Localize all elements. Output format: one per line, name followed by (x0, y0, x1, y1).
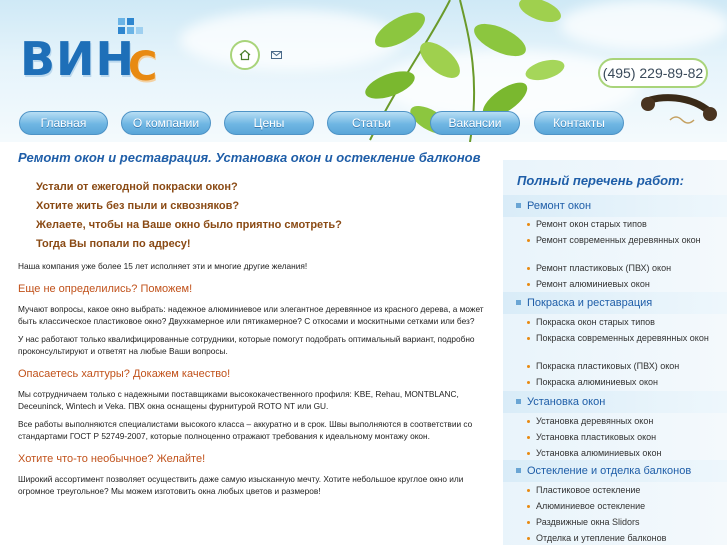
section-title: Еще не определились? Поможем! (18, 283, 193, 295)
group-label: Установка окон (527, 396, 606, 408)
link-label: Установка деревянных окон (536, 416, 654, 426)
link-label: Установка алюминиевых окон (536, 448, 662, 458)
logo-suffix: С (128, 44, 158, 90)
group-label: Покраска и реставрация (527, 297, 653, 309)
bullet-icon (527, 223, 530, 226)
paragraph: Все работы выполняются специалистами высокого класса – аккуратно и в срок. Швы выполняются в соответствии со стандартами ГОСТ Р 52749-2007, которые полноценно отражают требования к идеальному монтажу окон. (18, 419, 473, 441)
home-button[interactable] (230, 40, 260, 70)
link-label: Ремонт пластиковых (ПВХ) окон (536, 263, 672, 273)
link-label: Отделка и утепление балконов (536, 533, 667, 543)
nav-contacts[interactable]: Контакты (534, 111, 624, 135)
bullet-icon (516, 399, 521, 404)
bullet-icon (527, 239, 530, 242)
bullet-icon (527, 365, 530, 368)
telephone-handset-icon (640, 90, 720, 130)
paragraph: У нас работают только квалифицированные сотрудники, которые помогут подобрать оптимальный вариант, подробно проконсультируют и ответят на любые Ваши вопросы. (18, 334, 475, 356)
sidebar-link[interactable] (503, 532, 727, 544)
services-sidebar (503, 160, 727, 545)
section-title: Хотите что-то необычное? Желайте! (18, 453, 206, 465)
sidebar-link[interactable] (503, 234, 727, 246)
sidebar-link[interactable] (503, 376, 727, 388)
intro-paragraph: Наша компания уже более 15 лет исполняет эти и многие другие желания! (18, 261, 308, 271)
sidebar-link[interactable] (503, 262, 727, 274)
bullet-icon (527, 321, 530, 324)
link-label: Установка пластиковых окон (536, 432, 657, 442)
group-label: Ремонт окон (527, 200, 592, 212)
hook-line: Тогда Вы попали по адресу! (36, 238, 191, 250)
nav-home[interactable]: Главная (19, 111, 108, 135)
house-icon (239, 49, 251, 61)
sidebar-link[interactable] (503, 332, 727, 344)
main-content (18, 150, 496, 503)
section-title: Опасаетесь халтуры? Докажем качество! (18, 368, 231, 380)
sidebar-group-balconies[interactable] (503, 460, 727, 482)
sidebar-link[interactable] (503, 218, 727, 230)
paragraph: Мучают вопросы, какое окно выбрать: надежное алюминиевое или элегантное деревянное из красного дерева, а может быть классическое пластиковое окно? Двухкамерное или пятикамерное? С откосами и москитными сетками или без? (18, 304, 484, 326)
sidebar-link[interactable] (503, 500, 727, 512)
sidebar-link[interactable] (503, 415, 727, 427)
hook-line: Желаете, чтобы на Ваше окно было приятно смотреть? (36, 219, 342, 231)
sidebar-link[interactable] (503, 431, 727, 443)
link-label: Ремонт алюминиевых окон (536, 279, 650, 289)
paragraph: Широкий ассортимент позволяет осуществить даже самую изысканную мечту. Хотите небольшое круглое окно или огромное треугольное? Мы можем изготовить окна любых цветов и размеров! (18, 474, 464, 496)
sidebar-group-repair[interactable] (503, 195, 727, 217)
bullet-icon (527, 267, 530, 270)
sidebar-link[interactable] (503, 484, 727, 496)
bullet-icon (527, 537, 530, 540)
header (0, 0, 727, 142)
sidebar-link[interactable] (503, 516, 727, 528)
logo-text: ВИН (20, 32, 136, 86)
page-title: Ремонт окон и реставрация. Установка окон и остекление балконов (18, 150, 481, 165)
group-label: Остекление и отделка балконов (527, 465, 692, 477)
phone-number[interactable]: (495) 229-89-82 (598, 58, 708, 88)
bullet-icon (516, 468, 521, 473)
sidebar-link[interactable] (503, 316, 727, 328)
link-label: Пластиковое остекление (536, 485, 641, 495)
link-label: Алюминиевое остекление (536, 501, 646, 511)
paragraph: Мы сотрудничаем только с надежными поставщиками высококачественного профиля: KBE, Rehau, MONTBLANC, Deceuninck, Wintech и Veka. ПВХ окна оснащены фурнитурой ROTO NT или GU. (18, 389, 459, 411)
bullet-icon (527, 381, 530, 384)
hook-line: Устали от ежегодной покраски окон? (36, 181, 238, 193)
nav-prices[interactable]: Цены (224, 111, 314, 135)
bullet-icon (516, 203, 521, 208)
sidebar-title: Полный перечень работ: (517, 173, 684, 188)
sidebar-link[interactable] (503, 447, 727, 459)
link-label: Покраска алюминиевых окон (536, 377, 658, 387)
logo-square (118, 18, 125, 25)
mail-button[interactable] (265, 44, 287, 66)
bullet-icon (516, 300, 521, 305)
bullet-icon (527, 505, 530, 508)
mail-icon (271, 51, 282, 59)
link-label: Покраска окон старых типов (536, 317, 655, 327)
link-label: Раздвижные окна Slidors (536, 517, 640, 527)
logo-square (127, 18, 134, 25)
hook-line: Хотите жить без пыли и сквозняков? (36, 200, 240, 212)
nav-articles[interactable]: Статьи (327, 111, 416, 135)
nav-vacancies[interactable]: Вакансии (430, 111, 520, 135)
sidebar-group-installation[interactable] (503, 391, 727, 413)
bullet-icon (527, 436, 530, 439)
link-label: Покраска пластиковых (ПВХ) окон (536, 361, 680, 371)
bullet-icon (527, 283, 530, 286)
link-label: Ремонт окон старых типов (536, 219, 647, 229)
bullet-icon (527, 452, 530, 455)
nav-about[interactable]: О компании (121, 111, 211, 135)
link-label: Покраска современных деревянных окон (536, 333, 709, 343)
sidebar-group-painting[interactable] (503, 292, 727, 314)
logo-square (136, 27, 143, 34)
sidebar-link[interactable] (503, 360, 727, 372)
bullet-icon (527, 521, 530, 524)
bullet-icon (527, 337, 530, 340)
bullet-icon (527, 489, 530, 492)
link-label: Ремонт современных деревянных окон (536, 235, 701, 245)
sidebar-link[interactable] (503, 278, 727, 290)
bullet-icon (527, 420, 530, 423)
